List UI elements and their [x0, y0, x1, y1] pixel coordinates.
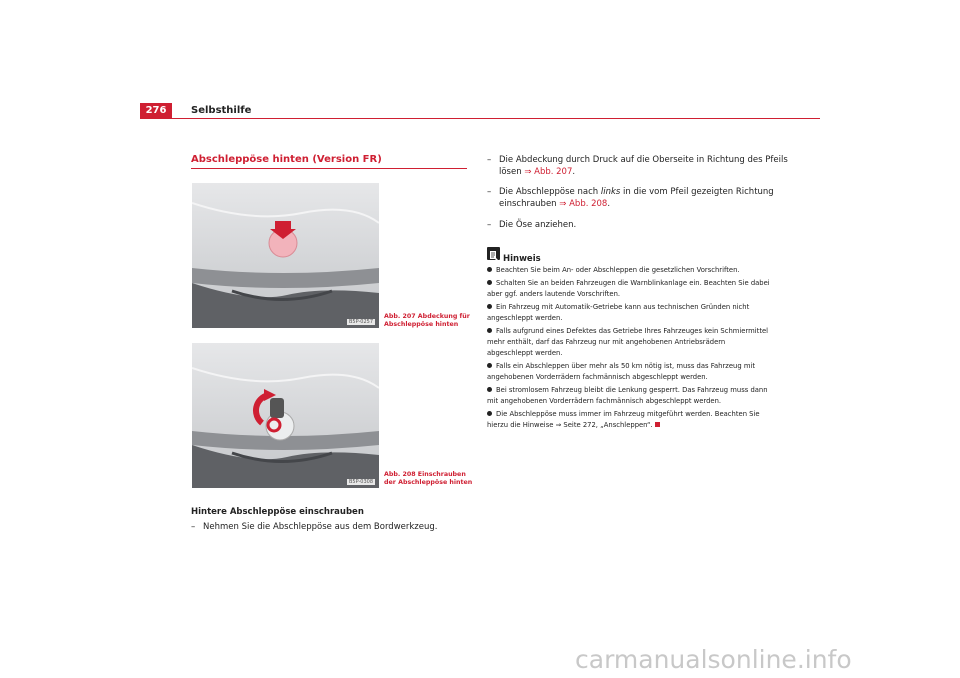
figure-207-caption [384, 313, 476, 329]
step-dash: – [487, 155, 492, 165]
page-number: 276 [140, 103, 172, 118]
note-title: Hinweis [503, 254, 541, 264]
figure-207-image [192, 183, 379, 328]
step-dash: – [487, 220, 492, 230]
note-icon [487, 247, 500, 260]
figure-reference-link[interactable]: ⇒ Abb. 207 [524, 167, 573, 177]
step-item [487, 154, 787, 180]
list-item [487, 409, 771, 431]
list-item-text: Schalten Sie an beiden Fahrzeugen die Warnblinkanlage ein. Beachten Sie dabei aber ggf. anders lautende Vorschriften. [487, 279, 770, 298]
list-item-text: Falls ein Abschleppen über mehr als 50 km nötig ist, muss das Fahrzeug mit angehobenen Vorderrädern fachmännisch abgeschleppt werden. [487, 362, 755, 381]
step-item [487, 186, 787, 212]
step-text-end: . [607, 199, 611, 209]
list-item [487, 326, 771, 359]
step-item [487, 219, 787, 233]
step-text-part: in die vom Pfeil gezeigten Richtung einschrauben [499, 187, 774, 209]
emphasis-text: links [600, 187, 621, 197]
list-item-text: Ein Fahrzeug mit Automatik-Getriebe kann aus technischen Gründen nicht angeschleppt werden. [487, 303, 750, 322]
figure-208-caption [384, 471, 476, 487]
step-text: Die Öse anziehen. [499, 220, 577, 230]
note-list [487, 265, 771, 433]
watermark: carmanualsonline.info [575, 645, 852, 674]
header-divider [140, 118, 820, 119]
figure-208-image [192, 343, 379, 488]
list-item [487, 278, 771, 300]
step-text-part: Die Abschleppöse nach [499, 187, 599, 197]
list-item [487, 361, 771, 383]
subheading: Hintere Abschleppöse einschrauben [191, 507, 364, 517]
list-item-text: Beachten Sie beim An- oder Abschleppen die gesetzlichen Vorschriften. [496, 266, 740, 274]
step-dash: – [487, 187, 492, 197]
caption-line: Abschleppöse hinten [384, 321, 459, 328]
list-item-text: Die Abschleppöse muss immer im Fahrzeug mitgeführt werden. Beachten Sie hierzu die Hinweise ⇒ Seite 272, „Anschleppen“. [487, 410, 760, 429]
step-dash: – [191, 522, 196, 532]
caption-line: der Abschleppöse hinten [384, 479, 473, 486]
step-text [499, 154, 789, 178]
step-text: Nehmen Sie die Abschleppöse aus dem Bordwerkzeug. [203, 522, 438, 532]
step-text-part: Die Abdeckung durch Druck auf die Oberseite in Richtung des Pfeils lösen [499, 155, 788, 177]
chapter-title: Selbsthilfe [191, 105, 252, 116]
figure-reference-link[interactable]: ⇒ Abb. 208 [559, 199, 608, 209]
list-item-text: Bei stromlosem Fahrzeug bleibt die Lenkung gesperrt. Das Fahrzeug muss dann mit angehobenen Vorderrädern fachmännisch abgeschleppt werden. [487, 386, 768, 405]
section-title: Abschleppöse hinten (Version FR) [191, 154, 382, 165]
section-divider [191, 168, 467, 169]
list-item [487, 302, 771, 324]
caption-line: Abb. 208 Einschrauben [384, 471, 466, 478]
step-item [191, 521, 491, 535]
end-mark-icon [655, 422, 660, 427]
list-item-text: Falls aufgrund eines Defektes das Getriebe Ihres Fahrzeuges kein Schmiermittel mehr enthält, darf das Fahrzeug nur mit angehobenen Antriebsrädern abgeschleppt werden. [487, 327, 769, 357]
step-text-end: . [572, 167, 576, 177]
figure-code: B5P-0257 [348, 319, 373, 325]
figure-code: B5P-0308 [348, 479, 373, 485]
step-text [499, 186, 789, 210]
caption-line: Abb. 207 Abdeckung für [384, 313, 470, 320]
list-item [487, 385, 771, 407]
list-item [487, 265, 771, 276]
